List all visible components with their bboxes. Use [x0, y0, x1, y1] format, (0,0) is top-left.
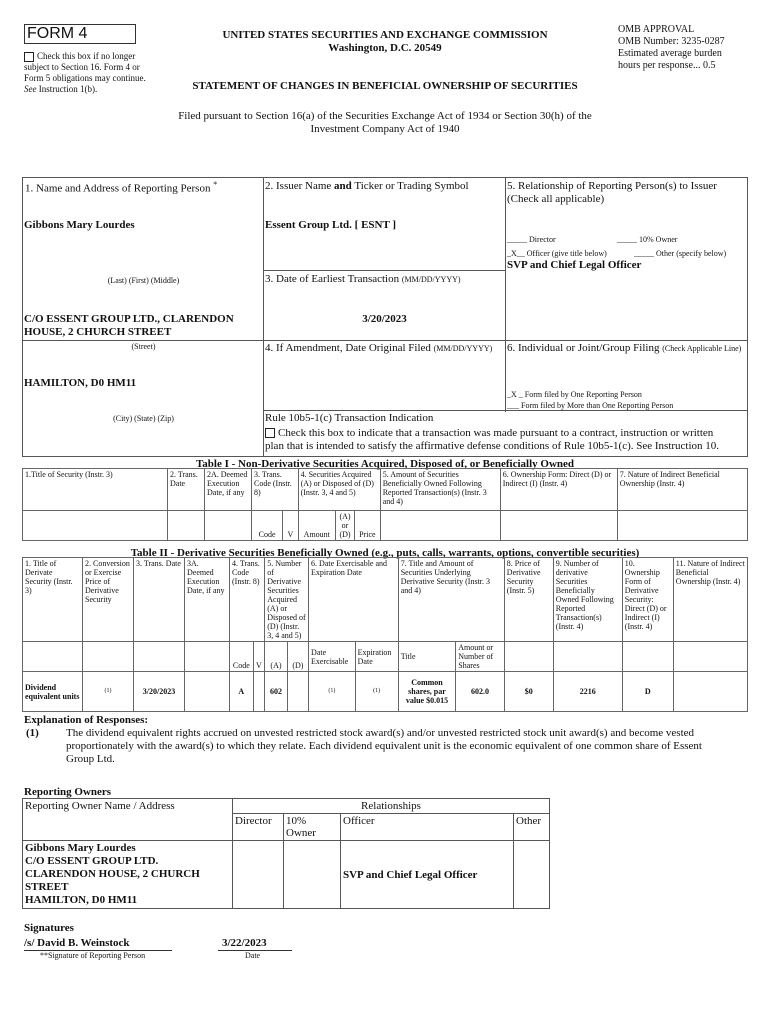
street-hint: (Street): [131, 342, 156, 351]
box5-label: 5. Relationship of Reporting Person(s) to Issuer (Check all applicable): [507, 180, 717, 205]
t2-h11: 11. Nature of Indirect Beneficial Ownership (Instr. 4): [673, 558, 747, 642]
table2: [22, 557, 748, 712]
owners-col-other: Other: [514, 814, 550, 841]
no-longer-subject-checkbox-text: Check this box if no longer subject to Section 16. Form 4 or Form 5 obligations may continue. See Instruction 1(b).: [24, 51, 146, 94]
t2-sub-expiration: Expiration Date: [355, 642, 398, 672]
issuer-name: Essent Group Ltd. [ ESNT ]: [265, 219, 397, 231]
t1-h5: 5. Amount of Securities Beneficially Owned Following Reported Transaction(s) (Instr. 3 and 4): [380, 469, 500, 511]
owners-col-ten: 10% Owner: [284, 814, 341, 841]
t2-underlying-amount: 602.0: [456, 672, 505, 712]
reporting-person-city: HAMILTON, D0 HM11: [24, 377, 137, 389]
t2-h8: 8. Price of Derivative Security (Instr. 5): [504, 558, 553, 642]
t2-h10: 10. Ownership Form of Derivative Security: Direct (D) or Indirect (I) (Instr. 4): [622, 558, 673, 642]
t1-h3: 3. Trans. Code (Instr. 8): [252, 469, 299, 511]
signatures-title: Signatures: [24, 922, 74, 934]
t2-trans-date: 3/20/2023: [134, 672, 185, 712]
t1-h2: 2. Trans. Date: [168, 469, 205, 511]
t2-exercisable: (1): [309, 672, 356, 712]
t1-h1: 1.Title of Security (Instr. 3): [23, 469, 168, 511]
t2-h4: 4. Trans. Code (Instr. 8): [230, 558, 265, 642]
t2-sub-exercisable: Date Exercisable: [309, 642, 356, 672]
owners-col-name: Reporting Owner Name / Address: [23, 799, 233, 841]
explanation-footnote-number: (1): [26, 727, 39, 739]
t2-expiration: (1): [355, 672, 398, 712]
reporting-person-name: Gibbons Mary Lourdes: [24, 219, 135, 231]
owners-col-director: Director: [233, 814, 284, 841]
rule-10b5-label: Rule 10b5-1(c) Transaction Indication: [265, 412, 434, 424]
t2-h6: 6. Date Exercisable and Expiration Date: [309, 558, 399, 642]
t2-h3a: 3A. Deemed Execution Date, if any: [185, 558, 230, 642]
earliest-transaction-date: 3/20/2023: [362, 313, 407, 325]
table1-title: Table I - Non-Derivative Securities Acquired, Disposed of, or Beneficially Owned: [195, 458, 575, 470]
owners-table: [22, 798, 550, 909]
t2-sub-amount: Amount or Number of Shares: [456, 642, 505, 672]
t1-h6: 6. Ownership Form: Direct (D) or Indirect (I) (Instr. 4): [500, 469, 617, 511]
t2-v: [253, 672, 265, 712]
t2-acquired: 602: [265, 672, 287, 712]
director-option: _____ Director: [507, 235, 556, 244]
omb-approval: OMB APPROVAL OMB Number: 3235-0287 Estimated average burden hours per response... 0.5: [618, 24, 725, 71]
t2-nature: [673, 672, 747, 712]
officer-title: SVP and Chief Legal Officer: [507, 259, 642, 271]
form-title: FORM 4: [27, 25, 88, 42]
box4-label: 4. If Amendment, Date Original Filed (MM/DD/YYYY): [265, 342, 493, 354]
rule-10b5-text: Check this box to indicate that a transaction was made pursuant to a contract, instruction or written plan that is intended to satisfy the affirmative defense conditions of Rule 10b5-1(c). See Instruction 10.: [265, 427, 720, 452]
box2-label: 2. Issuer Name and Ticker or Trading Symbol: [265, 180, 469, 192]
t1-sub-v: V: [283, 511, 298, 541]
t1-h4: 4. Securities Acquired (A) or Disposed of (D) (Instr. 3, 4 and 5): [298, 469, 380, 511]
no-longer-subject-checkbox[interactable]: [24, 52, 34, 62]
other-option: _____ Other (specify below): [634, 249, 727, 258]
signature-label: **Signature of Reporting Person: [40, 951, 146, 960]
t2-form: D: [622, 672, 673, 712]
one-reporting-person-option: _X _ Form filed by One Reporting Person: [507, 390, 642, 399]
t2-sub-code: Code: [230, 642, 254, 672]
ten-percent-owner-option: _____ 10% Owner: [617, 235, 678, 244]
t2-h3: 3. Trans. Date: [134, 558, 185, 642]
table1: [22, 468, 748, 541]
box1-label: 1. Name and Address of Reporting Person *: [25, 180, 218, 195]
t2-security: Dividend equivalent units: [23, 672, 83, 712]
t1-h7: 7. Nature of Indirect Beneficial Ownership (Instr. 4): [617, 469, 747, 511]
rule-10b5-checkbox[interactable]: [265, 428, 275, 438]
t2-h2: 2. Conversion or Exercise Price of Derivative Security: [83, 558, 134, 642]
t2-disposed: [287, 672, 308, 712]
signature-date: 3/22/2023: [222, 937, 267, 949]
reporting-person-address: C/O ESSENT GROUP LTD., CLARENDON HOUSE, 2 CHURCH STREET: [24, 313, 234, 338]
table-row: [23, 672, 748, 712]
table-row: [23, 841, 550, 909]
t2-price: $0: [504, 672, 553, 712]
t2-h7: 7. Title and Amount of Securities Underlying Derivative Security (Instr. 3 and 4): [398, 558, 504, 642]
t1-sub-ad: (A) or (D): [336, 511, 355, 541]
t2-sub-title: Title: [398, 642, 456, 672]
t2-sub-a: (A): [265, 642, 287, 672]
t2-h5: 5. Number of Derivative Securities Acquired (A) or Disposed of (D) (Instr. 3, 4 and 5): [265, 558, 309, 642]
t1-sub-price: Price: [355, 511, 381, 541]
city-hint: (City) (State) (Zip): [113, 414, 174, 423]
t2-sub-v: V: [253, 642, 265, 672]
t2-owned: 2216: [553, 672, 622, 712]
table2-title: Table II - Derivative Securities Beneficially Owned (e.g., puts, calls, warrants, options, convertible securities): [130, 547, 640, 559]
name-hint: (Last) (First) (Middle): [107, 276, 180, 285]
t1-h2a: 2A. Deemed Execution Date, if any: [205, 469, 252, 511]
t2-sub-d: (D): [287, 642, 308, 672]
owner-name-address: Gibbons Mary Lourdes C/O ESSENT GROUP LTD. CLARENDON HOUSE, 2 CHURCH STREET HAMILTON, D0 HM11: [23, 841, 233, 909]
t2-code: A: [230, 672, 254, 712]
signature-value: /s/ David B. Weinstock: [24, 937, 130, 949]
t1-sub-amount: Amount: [298, 511, 335, 541]
t2-conversion: (1): [83, 672, 134, 712]
t2-h1: 1. Title of Derivate Security (Instr. 3): [23, 558, 83, 642]
agency-name: UNITED STATES SECURITIES AND EXCHANGE COMMISSION: [222, 29, 548, 41]
form-title-box: [24, 24, 136, 44]
box6-label: 6. Individual or Joint/Group Filing (Check Applicable Line): [507, 342, 742, 354]
explanation-text: The dividend equivalent rights accrued on unvested restricted stock award(s) and/or unvested restricted stock unit award(s) and become vested proportionately with the award(s) to which they relate. Each dividend equivalent unit is the economic equivalent of one common share of Essent Group Ltd.: [66, 727, 702, 765]
multiple-reporting-persons-option: ___ Form filed by More than One Reporting Person: [507, 401, 674, 410]
box3-label: 3. Date of Earliest Transaction (MM/DD/YYYY): [265, 273, 461, 285]
t2-deemed: [185, 672, 230, 712]
filed-pursuant: Filed pursuant to Section 16(a) of the Securities Exchange Act of 1934 or Section 30(h) of the Investment Company Act of 1940: [178, 110, 592, 135]
t1-sub-code: Code: [252, 511, 283, 541]
statement-title: STATEMENT OF CHANGES IN BENEFICIAL OWNERSHIP OF SECURITIES: [192, 80, 578, 92]
explanation-title: Explanation of Responses:: [24, 714, 149, 726]
date-label: Date: [245, 951, 261, 960]
owners-col-officer: Officer: [341, 814, 514, 841]
owners-col-relationships: Relationships: [233, 799, 550, 814]
t2-h9: 9. Number of derivative Securities Beneficially Owned Following Reported Transaction(s) (Instr. 4): [553, 558, 622, 642]
t2-underlying-title: Common shares, par value $0.015: [398, 672, 456, 712]
agency-city: Washington, D.C. 20549: [328, 42, 442, 54]
owner-officer-title: SVP and Chief Legal Officer: [341, 841, 514, 909]
officer-option: _X__ Officer (give title below): [507, 249, 607, 258]
owners-title: Reporting Owners: [24, 786, 112, 798]
